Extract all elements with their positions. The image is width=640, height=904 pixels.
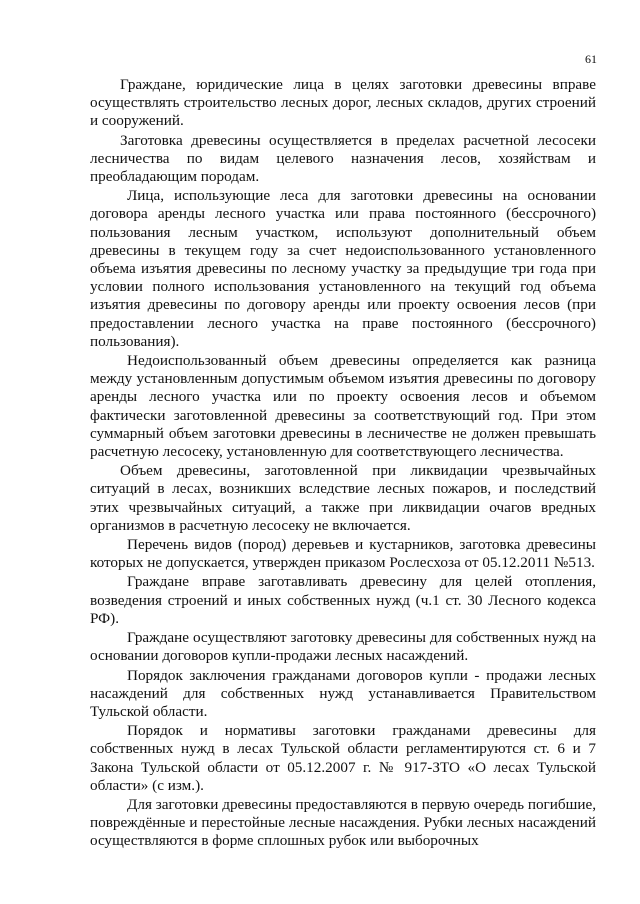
document-body [90, 76, 596, 851]
page-number: 61 [585, 52, 597, 66]
paragraph: Граждане, юридические лица в целях заготовки древесины вправе осуществлять строительство лесных дорог, лесных складов, других строений и сооружений. [90, 76, 596, 130]
paragraph: Заготовка древесины осуществляется в пределах расчетной лесосеки лесничества по видам целевого назначения лесов, хозяйствам и преобладающим породам. [90, 131, 596, 186]
paragraph: Перечень видов (пород) деревьев и кустарников, заготовка древесины которых не допускается, утвержден приказом Рослесхоза от 05.12.2011 №513. [90, 536, 596, 572]
paragraph: Граждане осуществляют заготовку древесины для собственных нужд на основании договоров купли-продажи лесных насаждений. [90, 629, 596, 665]
paragraph: Порядок и нормативы заготовки гражданами древесины для собственных нужд в лесах Тульской области регламентируются ст. 6 и 7 Закона Тульской области от 05.12.2007 г. № 917-ЗТО «О лесах Тульской области» (с изм.). [90, 722, 596, 794]
paragraph: Лица, использующие леса для заготовки древесины на основании договора аренды лесного участка или права постоянного (бессрочного) пользования лесным участком, используют дополнительный объем древесины в текущем году за счет недоиспользованного установленного объема изъятия древесины по лесному участку за предыдущие три года при условии полного использования установленного на текущий год объема изъятия древесины по договору аренды или проекту освоения лесов (при предоставлении лесного участка на праве постоянного (бессрочного) пользования). [90, 187, 596, 350]
paragraph: Недоиспользованный объем древесины определяется как разница между установленным допустимым объемом изъятия древесины по договору аренды лесного участка или по проекту освоения лесов и объемом фактически заготовленной древесины за соответствующий год. При этом суммарный объем заготовки древесины в лесничестве не должен превышать расчетную лесосеку, установленную для соответствующего лесничества. [90, 352, 596, 461]
paragraph: Объем древесины, заготовленной при ликвидации чрезвычайных ситуаций в лесах, возникших вследствие лесных пожаров, и последствий этих чрезвычайных ситуаций, а также при ликвидации очагов вредных организмов в расчетную лесосеку не включается. [90, 462, 596, 534]
paragraph: Для заготовки древесины предоставляются в первую очередь погибшие, повреждённые и перестойные лесные насаждения. Рубки лесных насаждений осуществляются в форме сплошных рубок или выборочных [90, 795, 596, 850]
paragraph: Граждане вправе заготавливать древесину для целей отопления, возведения строений и иных собственных нужд (ч.1 ст. 30 Лесного кодекса РФ). [90, 573, 596, 627]
paragraph: Порядок заключения гражданами договоров купли - продажи лесных насаждений для собственных нужд устанавливается Правительством Тульской области. [90, 666, 596, 720]
